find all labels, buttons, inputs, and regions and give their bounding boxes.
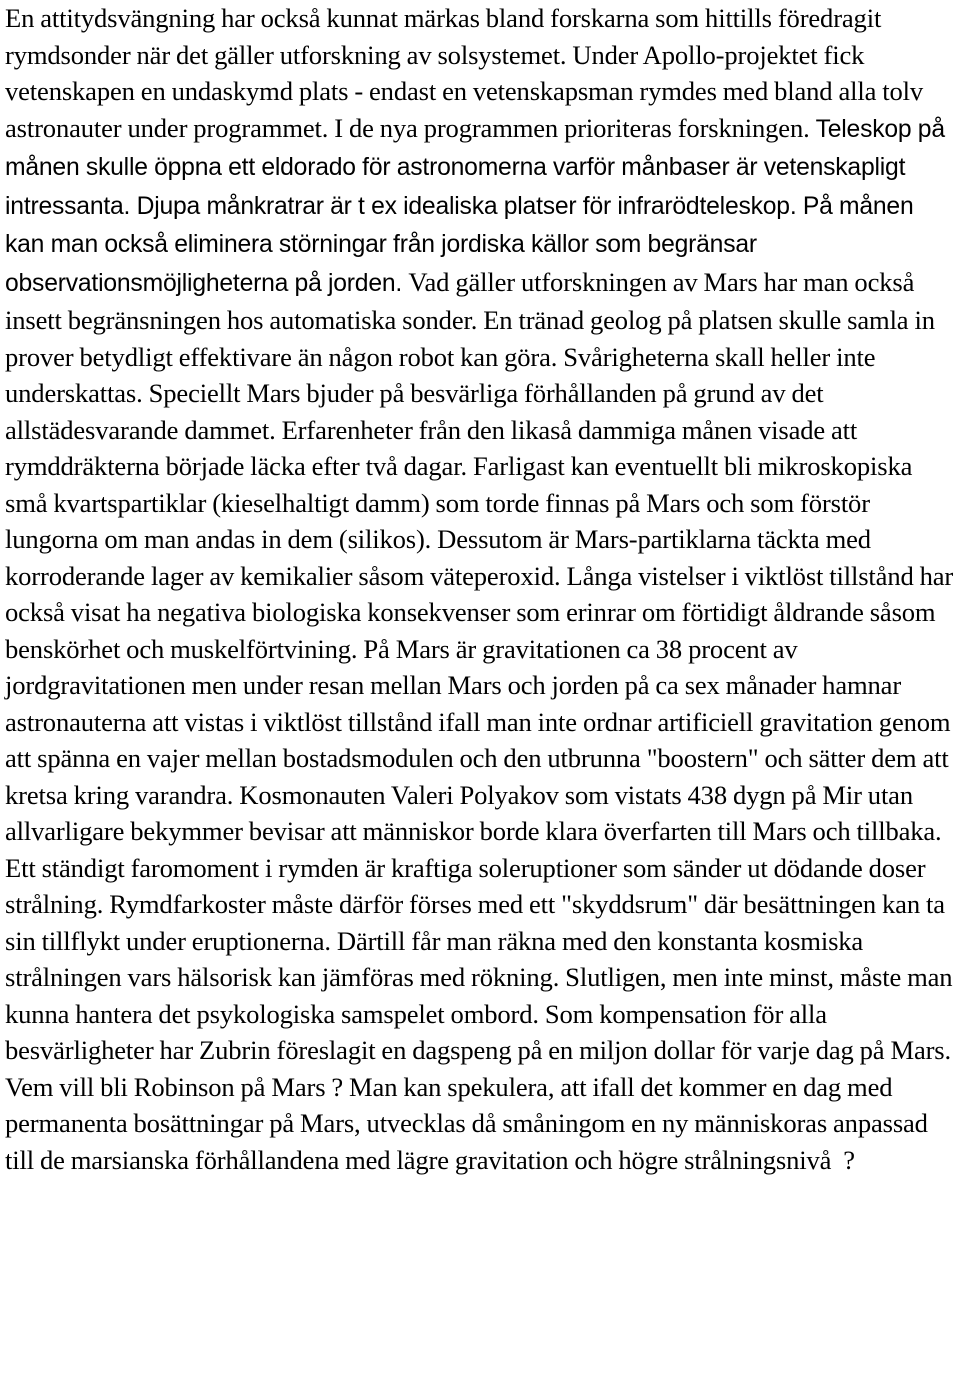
text-run-apollo-intro: En attitydsvängning har också kunnat märkas bland forskarna som hittills föredragit rymdsonder när det gäller utforskning av solsystemet. Under Apollo-projektet fick vetenskapen en undaskymd plats - endast en vetenskapsman rymdes med bland alla tolv astronauter under programmet. I de nya programmen prioriteras forskningen. <box>5 3 923 143</box>
text-run-moon-telescope: Teleskop på månen skulle öppna ett eldorado för astronomerna varför månbaser är vetenskapligt intressanta. Djupa månkratrar är t ex idealiska platser för infrarödteleskop. På månen kan man också eliminera störningar från jordiska källor som begränsar observationsmöjligheterna på jorden. <box>5 115 945 297</box>
text-run-mars-exploration: Vad gäller utforskningen av Mars har man också insett begränsningen hos automatiska sonder. En tränad geolog på platsen skulle samla in prover betydligt effektivare än någon robot kan göra. Svårigheterna skall heller inte underskattas. Speciellt Mars bjuder på besvärliga förhållanden på grund av det allstädesvarande dammet. Erfarenheter från den likaså dammiga månen visade att rymddräkterna började läcka efter två dagar. Farligast kan eventuellt bli mikroskopiska små kvartspartiklar (kieselhaltigt damm) som torde finnas på Mars och som förstör lungorna om man andas in dem (silikos). Dessutom är Mars-partiklarna täckta med korroderande lager av kemikalier såsom väteperoxid. Långa vistelser i viktlöst tillstånd har också visat ha negativa biologiska konsekvenser som erinrar om förtidigt åldrande såsom benskörhet och muskelförtvining. På Mars är gravitationen ca 38 procent av jordgravitationen men under resan mellan Mars och jorden på ca sex månader hamnar astronauterna att vistas i viktlöst tillstånd ifall man inte ordnar artificiell gravitation genom att spänna en vajer mellan bostadsmodulen och den utbrunna "boostern" och sätter dem att kretsa kring varandra. Kosmonauten Valeri Polyakov som vistats 438 dygn på Mir utan allvarligare bekymmer bevisar att människor borde klara överfarten till Mars och tillbaka. Ett ständigt faromoment i rymden är kraftiga soleruptioner som sänder ut dödande doser strålning. Rymdfarkoster måste därför förses med ett "skyddsrum" där besättningen kan ta sin tillflykt under eruptionerna. Därtill får man räkna med den konstanta kosmiska strålningen vars hälsorisk kan jämföras med rökning. Slutligen, men inte minst, måste man kunna hantera det psykologiska samspelet ombord. Som kompensation för alla besvärligheter har Zubrin föreslagit en dagspeng på en miljon dollar för varje dag på Mars. Vem vill bli Robinson på Mars ? Man kan spekulera, att ifall det kommer en dag med permanenta bosättningar på Mars, utvecklas då småningom en ny människoras anpassad till de marsianska förhållandena med lägre gravitation och högre strålningsnivå ? <box>5 266 954 1175</box>
body-paragraph <box>5 0 956 1178</box>
